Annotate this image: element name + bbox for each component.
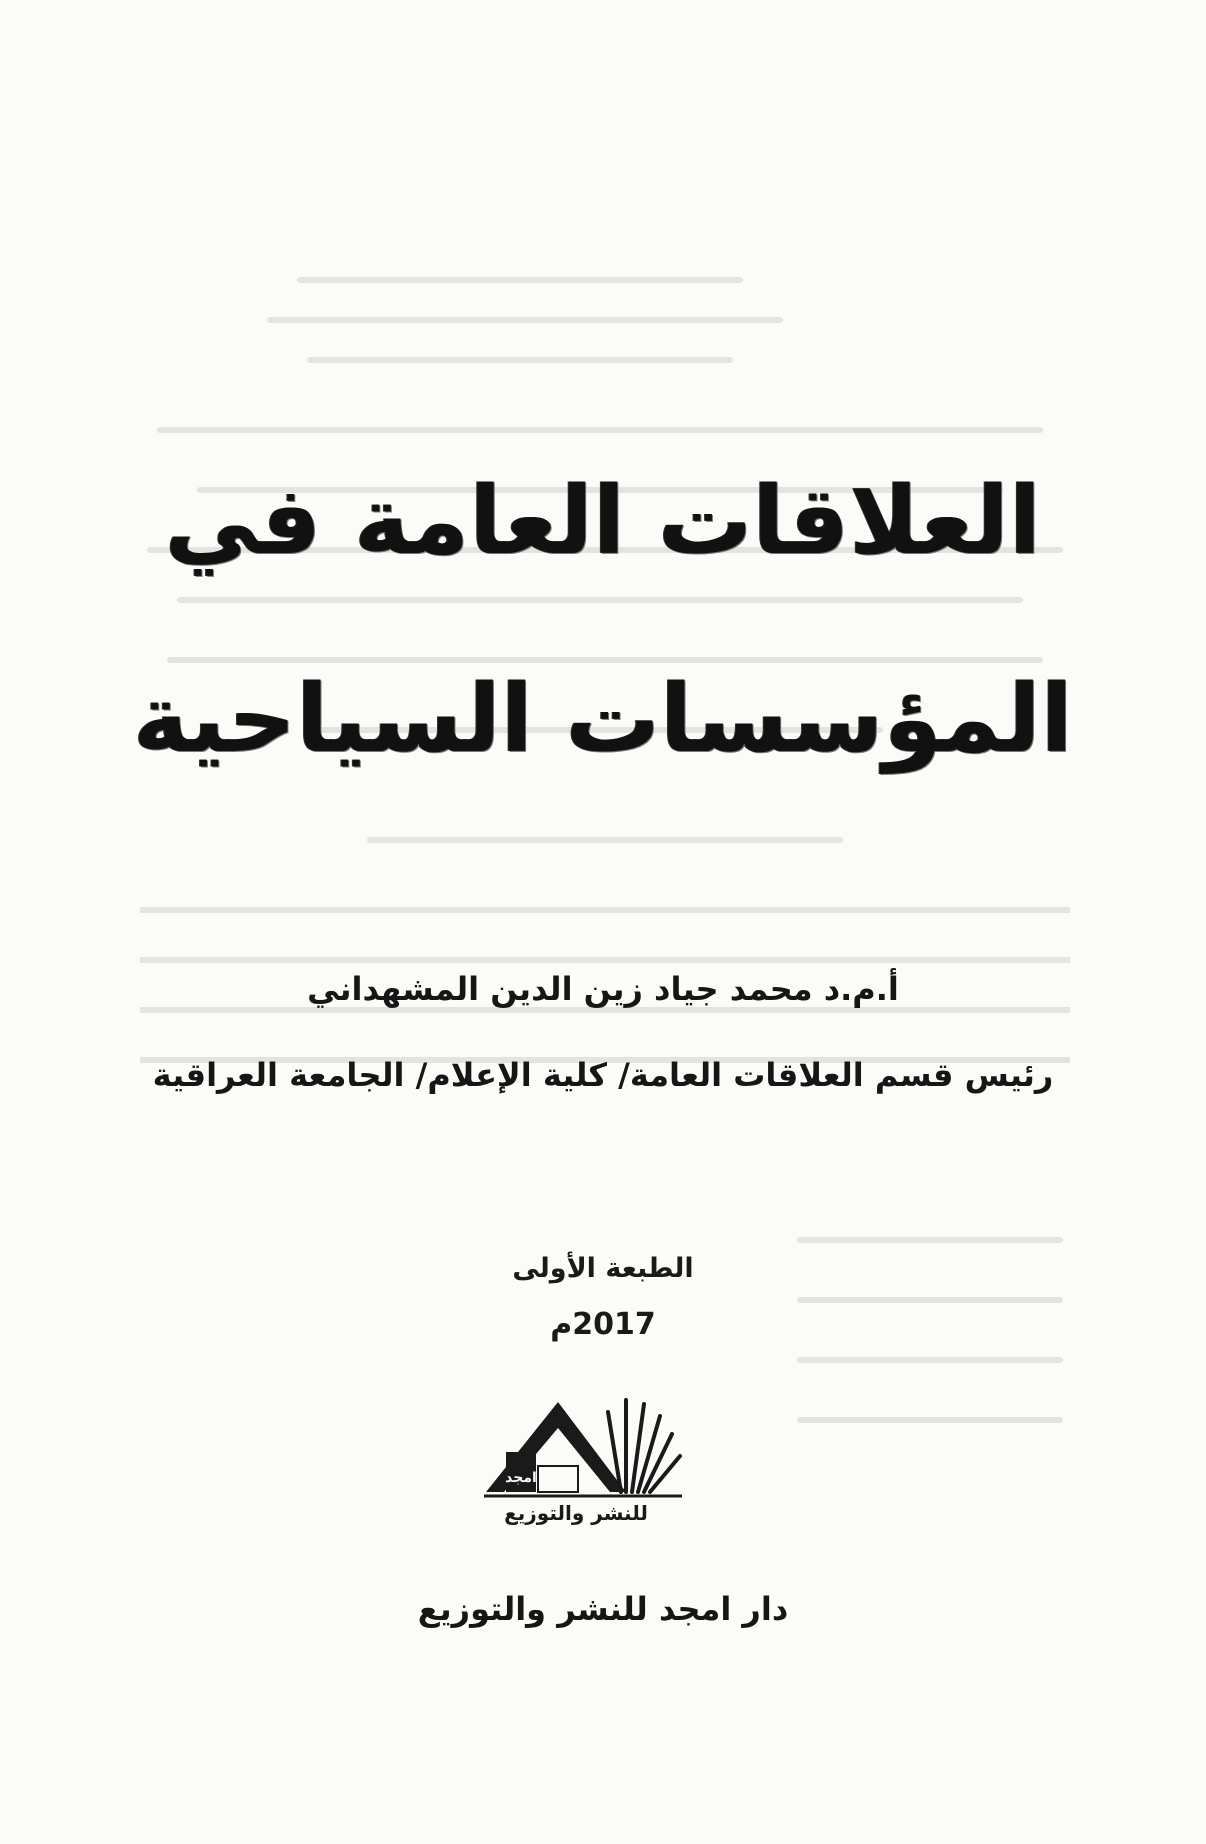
publisher-house-book-logo-icon <box>476 1392 686 1532</box>
book-title-line-1: العلاقات العامة في <box>164 467 1042 576</box>
publisher-name: دار امجد للنشر والتوزيع <box>417 1590 789 1628</box>
edition-label: الطبعة الأولى <box>512 1253 694 1284</box>
publication-year: 2017م <box>550 1307 656 1342</box>
logo-name-text: امجد <box>505 1470 537 1486</box>
book-title-line-2: المؤسسات السياحية <box>133 665 1073 774</box>
logo-caption: للنشر والتوزيع <box>504 1501 648 1525</box>
author-name: أ.م.د محمد جياد زين الدين المشهداني <box>307 970 899 1008</box>
author-affiliation: رئيس قسم العلاقات العامة/ كلية الإعلام/ الجامعة العراقية <box>152 1056 1054 1094</box>
